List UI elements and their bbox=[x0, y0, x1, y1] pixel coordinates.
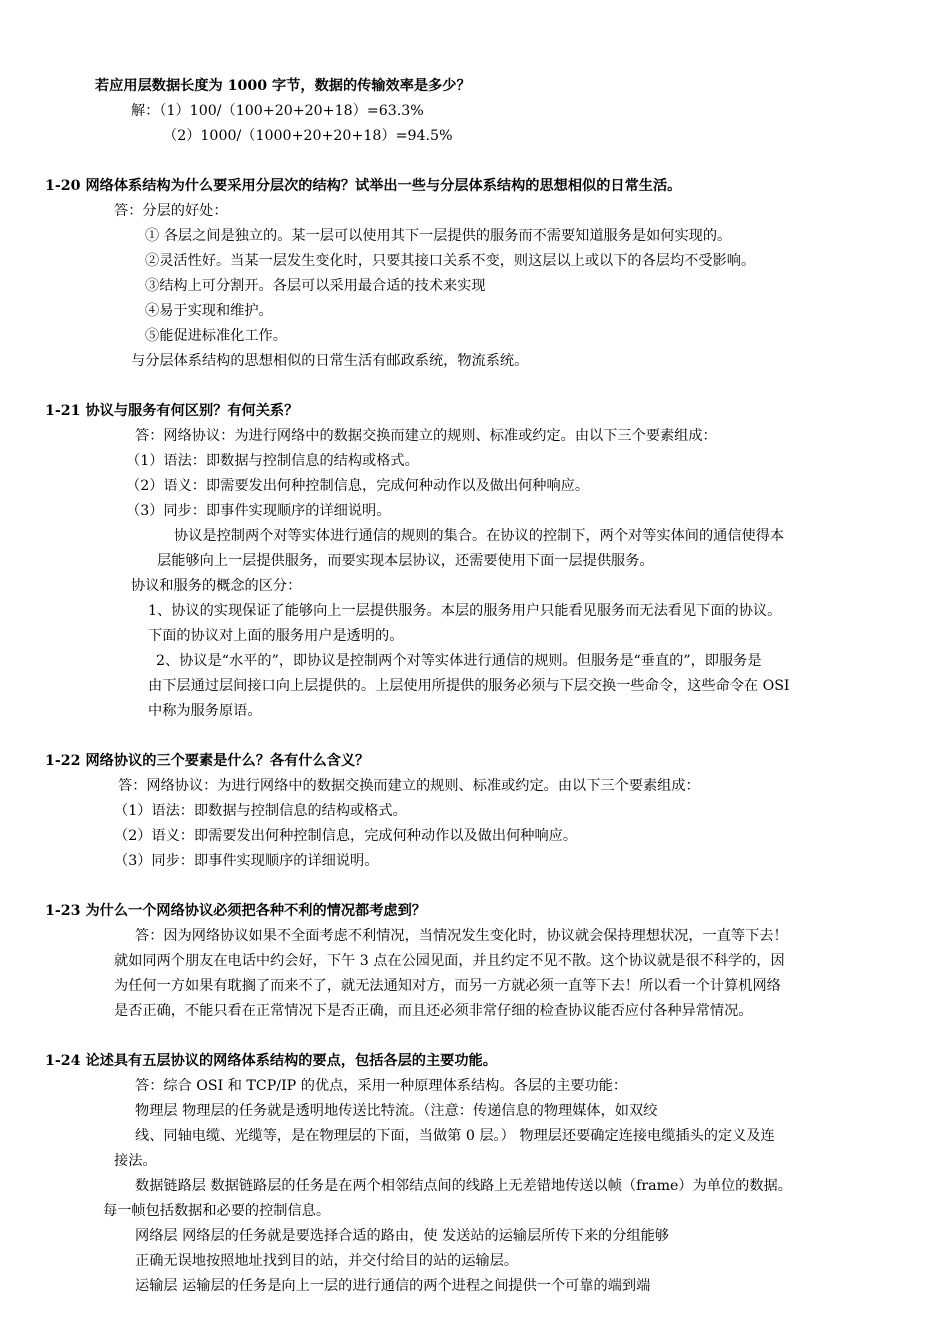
answer-line: 与分层体系结构的思想相似的日常生活有邮政系统，物流系统。 bbox=[131, 353, 529, 369]
paragraph-line: 由下层通过层间接口向上层提供的。上层使用所提供的服务必须与下层交换一些命令，这些命令在 OSI bbox=[148, 678, 790, 694]
section-heading-1-22: 1-22 网络协议的三个要素是什么？各有什么含义？ bbox=[45, 753, 370, 769]
paragraph-line: 下面的协议对上面的服务用户是透明的。 bbox=[148, 628, 404, 644]
paragraph-line: 是否正确，不能只看在正常情况下是否正确，而且还必须非常仔细的检查协议能否应付各种异常情况。 bbox=[114, 1003, 753, 1019]
list-item: ④易于实现和维护。 bbox=[145, 303, 273, 319]
paragraph-line: 接法。 bbox=[114, 1153, 157, 1169]
section-heading-1-20: 1-20 网络体系结构为什么要采用分层次的结构？试举出一些与分层体系结构的思想相似的日常生活。 bbox=[45, 178, 682, 194]
paragraph-line: 数据链路层 数据链路层的任务是在两个相邻结点间的线路上无差错地传送以帧（frame）为单位的数据。 bbox=[135, 1178, 792, 1194]
list-item: 1、协议的实现保证了能够向上一层提供服务。本层的服务用户只能看见服务而无法看见下面的协议。 bbox=[148, 603, 782, 619]
answer-line: 解：（1）100/（100+20+20+18）=63.3% bbox=[131, 103, 424, 119]
paragraph-line: 网络层 网络层的任务就是要选择合适的路由，使 发送站的运输层所传下来的分组能够 bbox=[135, 1228, 669, 1244]
list-item: （3）同步：即事件实现顺序的详细说明。 bbox=[114, 853, 379, 869]
answer-line: 答：综合 OSI 和 TCP/IP 的优点，采用一种原理体系结构。各层的主要功能： bbox=[135, 1078, 628, 1094]
answer-line: 答：网络协议：为进行网络中的数据交换而建立的规则、标准或约定。由以下三个要素组成： bbox=[135, 428, 717, 444]
paragraph-line: 运输层 运输层的任务是向上一层的进行通信的两个进程之间提供一个可靠的端到端 bbox=[135, 1278, 651, 1294]
list-item: ③结构上可分割开。各层可以采用最合适的技术来实现 bbox=[145, 278, 486, 294]
paragraph-line: 层能够向上一层提供服务，而要实现本层协议，还需要使用下面一层提供服务。 bbox=[157, 553, 654, 569]
list-item: ②灵活性好。当某一层发生变化时，只要其接口关系不变，则这层以上或以下的各层均不受影响。 bbox=[145, 253, 756, 269]
list-item: （1）语法：即数据与控制信息的结构或格式。 bbox=[114, 803, 407, 819]
paragraph-line: 中称为服务原语。 bbox=[148, 703, 262, 719]
list-item: ⑤能促进标准化工作。 bbox=[145, 328, 287, 344]
answer-line: 协议和服务的概念的区分： bbox=[131, 578, 302, 594]
answer-line: （2）1000/（1000+20+20+18）=94.5% bbox=[163, 128, 453, 144]
question-intro: 若应用层数据长度为 1000 字节，数据的传输效率是多少？ bbox=[95, 78, 471, 94]
list-item: （2）语义：即需要发出何种控制信息，完成何种动作以及做出何种响应。 bbox=[114, 828, 578, 844]
section-heading-1-24: 1-24 论述具有五层协议的网络体系结构的要点，包括各层的主要功能。 bbox=[45, 1053, 497, 1069]
paragraph-line: 协议是控制两个对等实体进行通信的规则的集合。在协议的控制下，两个对等实体间的通信使得本 bbox=[174, 528, 785, 544]
list-item: ① 各层之间是独立的。某一层可以使用其下一层提供的服务而不需要知道服务是如何实现的。 bbox=[145, 228, 732, 244]
list-item: （2）语义：即需要发出何种控制信息，完成何种动作以及做出何种响应。 bbox=[126, 478, 590, 494]
paragraph-line: 正确无误地按照地址找到目的站，并交付给目的站的运输层。 bbox=[135, 1253, 519, 1269]
paragraph-line: 线、同轴电缆、光缆等，是在物理层的下面，当做第 0 层。） 物理层还要确定连接电缆插头的定义及连 bbox=[135, 1128, 775, 1144]
paragraph-line: 为任何一方如果有耽搁了而来不了，就无法通知对方，而另一方就必须一直等下去！所以看一个计算机网络 bbox=[114, 978, 781, 994]
answer-line: 答：网络协议：为进行网络中的数据交换而建立的规则、标准或约定。由以下三个要素组成： bbox=[118, 778, 700, 794]
section-heading-1-23: 1-23 为什么一个网络协议必须把各种不利的情况都考虑到？ bbox=[45, 903, 426, 919]
answer-line: 答：分层的好处： bbox=[114, 203, 228, 219]
paragraph-line: 物理层 物理层的任务就是透明地传送比特流。（注意：传递信息的物理媒体，如双绞 bbox=[135, 1103, 658, 1119]
list-item: （1）语法：即数据与控制信息的结构或格式。 bbox=[126, 453, 419, 469]
section-heading-1-21: 1-21 协议与服务有何区别？有何关系？ bbox=[45, 403, 299, 419]
paragraph-line: 就如同两个朋友在电话中约会好，下午 3 点在公园见面，并且约定不见不散。这个协议就是很不科学的，因 bbox=[114, 953, 785, 969]
list-item: （3）同步：即事件实现顺序的详细说明。 bbox=[126, 503, 391, 519]
paragraph-line: 每一帧包括数据和必要的控制信息。 bbox=[103, 1203, 331, 1219]
list-item: 2、协议是“水平的”，即协议是控制两个对等实体进行通信的规则。但服务是“垂直的”，即服务是 bbox=[156, 653, 762, 669]
paragraph-line: 答：因为网络协议如果不全面考虑不利情况，当情况发生变化时，协议就会保持理想状况，一直等下去！ bbox=[135, 928, 788, 944]
